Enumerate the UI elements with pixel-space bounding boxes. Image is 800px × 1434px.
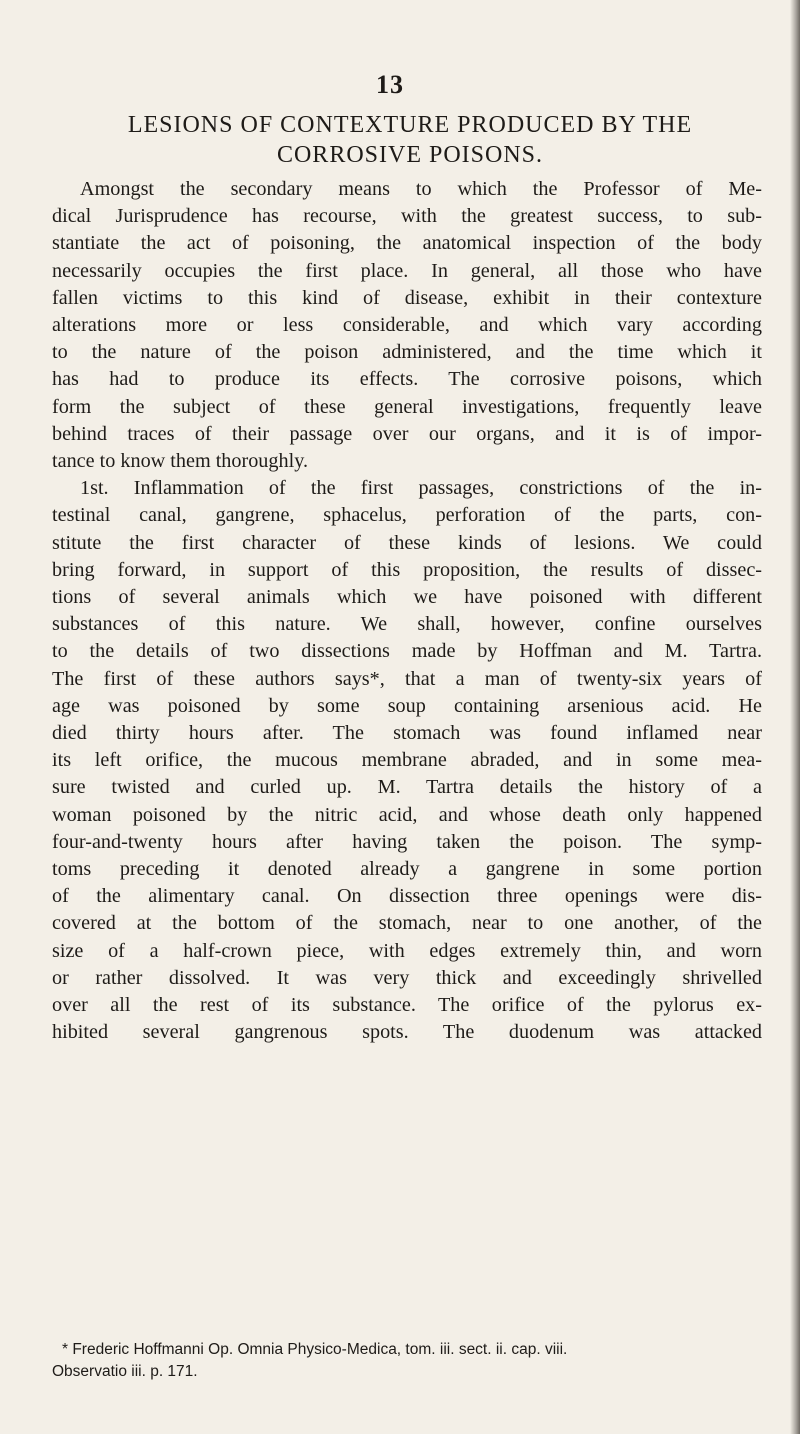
text-line: over all the rest of its substance. The orifice of the pylorus ex- [52,994,762,1017]
footnote-line: * Frederic Hoffmanni Op. Omnia Physico-Medica, tom. iii. sect. ii. cap. viii. [62,1341,568,1358]
text-line: alterations more or less considerable, and which vary according [52,314,762,337]
text-line: size of a half-crown piece, with edges extremely thin, and worn [52,939,762,962]
text-line: stitute the first character of these kinds of lesions. We could [52,531,762,554]
text-line: of the alimentary canal. On dissection three openings were dis- [52,885,762,908]
text-line: covered at the bottom of the stomach, near to one another, of the [52,912,762,935]
text-line: died thirty hours after. The stomach was found inflamed near [52,722,762,745]
text-line: tance to know them thoroughly. [52,450,309,473]
text-line: its left orifice, the mucous membrane abraded, and in some mea- [52,749,762,772]
text-line: Amongst the secondary means to which the Professor of Me- [80,178,762,200]
text-line: bring forward, in support of this proposition, the results of dissec- [52,558,762,581]
text-line: The first of these authors says*, that a man of twenty-six years of [52,667,762,690]
text-line: to the nature of the poison administered, and the time which it [52,341,762,364]
text-line: substances of this nature. We shall, however, confine ourselves [52,613,762,636]
text-line: sure twisted and curled up. M. Tartra details the history of a [52,776,762,799]
chapter-heading [50,110,770,170]
text-line: toms preceding it denoted already a gangrene in some portion [52,858,762,881]
text-line: or rather dissolved. It was very thick and exceedingly shrivelled [52,966,762,989]
text-line: behind traces of their passage over our organs, and it is of impor- [52,422,762,445]
text-line: fallen victims to this kind of disease, exhibit in their contexture [52,286,762,309]
heading-line: LESIONS OF CONTEXTURE PRODUCED BY THE [127,112,693,138]
page-edge-shadow [790,0,800,1434]
text-line: form the subject of these general investigations, frequently leave [52,395,762,418]
text-line: dical Jurisprudence has recourse, with the greatest success, to sub- [52,205,762,228]
page-number: 13 [376,70,404,99]
heading-line: CORROSIVE POISONS. [276,142,544,168]
text-line: tions of several animals which we have poisoned with different [52,586,762,609]
footnote [52,1339,762,1383]
text-line: age was poisoned by some soup containing arsenious acid. He [52,694,762,717]
text-line: has had to produce its effects. The corrosive poisons, which [52,368,762,391]
text-line: four-and-twenty hours after having taken the poison. The symp- [52,830,762,853]
text-line: testinal canal, gangrene, sphacelus, perforation of the parts, con- [52,504,762,527]
text-line: hibited several gangrenous spots. The duodenum was attacked [52,1021,762,1044]
text-line: woman poisoned by the nitric acid, and whose death only happened [52,803,762,826]
footnote-line: Observatio iii. p. 171. [52,1363,198,1380]
body-text [52,176,762,1047]
text-line: 1st. Inflammation of the first passages, constrictions of the in- [80,477,762,500]
text-line: necessarily occupies the first place. In general, all those who have [52,259,762,282]
text-line: stantiate the act of poisoning, the anatomical inspection of the body [52,232,762,255]
text-line: to the details of two dissections made by Hoffman and M. Tartra. [52,640,762,663]
